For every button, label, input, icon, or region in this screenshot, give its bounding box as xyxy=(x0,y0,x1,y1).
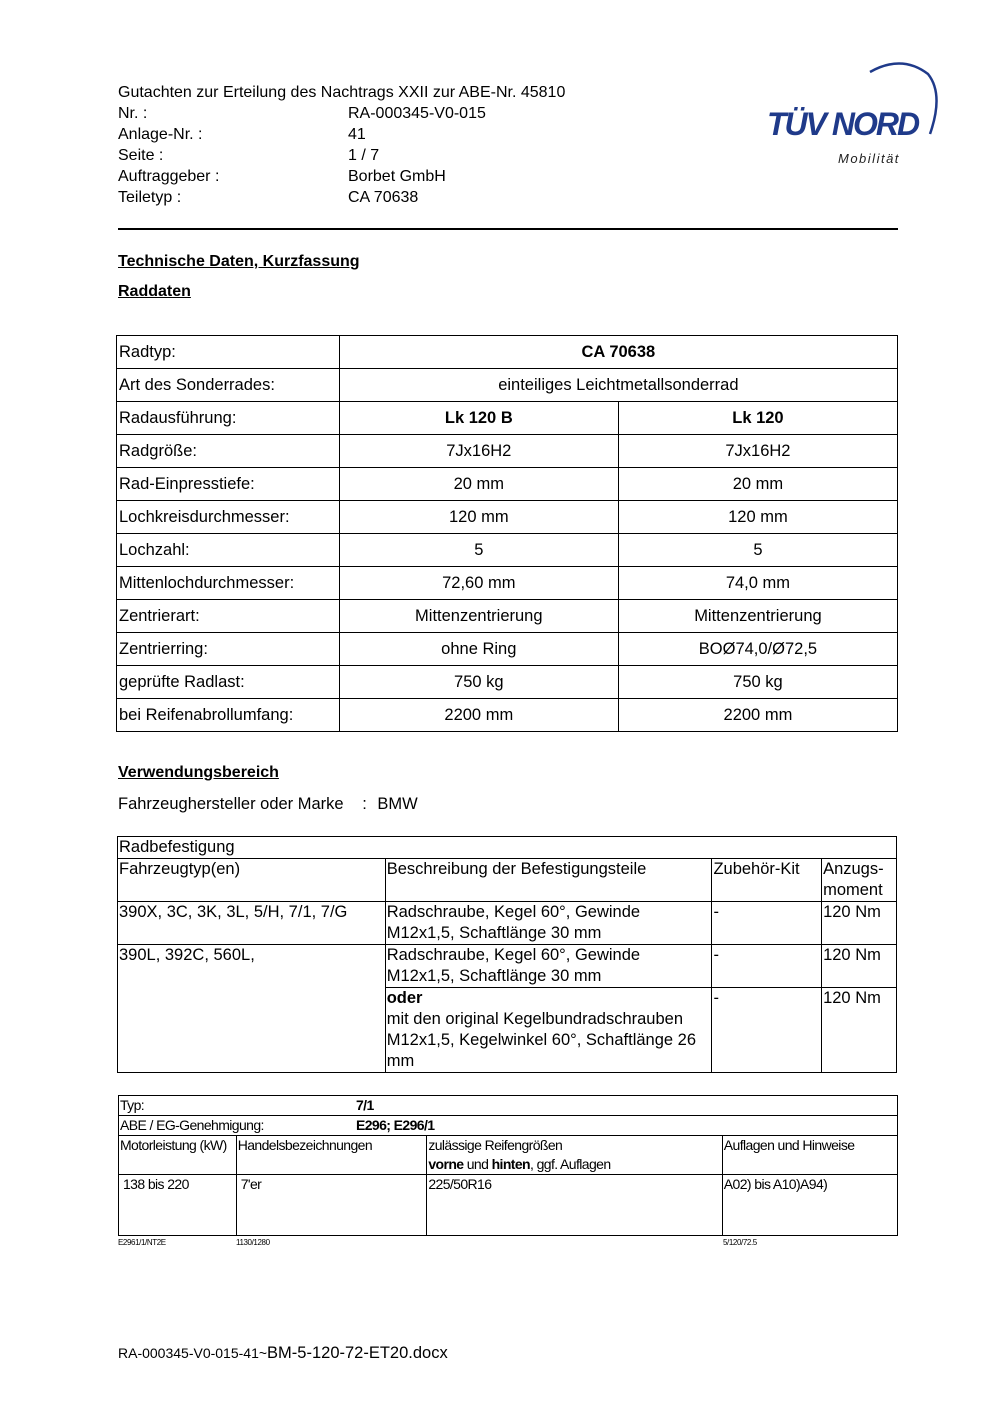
row-label: Lochkreisdurchmesser: xyxy=(117,501,340,534)
kit-cell: - xyxy=(712,988,822,1073)
meta-row-anlage xyxy=(118,124,486,145)
row-label: geprüfte Radlast: xyxy=(117,666,340,699)
meta-value: 1 / 7 xyxy=(348,147,380,164)
table-row xyxy=(118,945,897,988)
section-technical: Technische Daten, Kurzfassung xyxy=(118,253,360,270)
meta-value: 41 xyxy=(348,126,366,143)
header-cell: Zubehör-Kit xyxy=(712,859,822,902)
kit-cell: - xyxy=(712,945,822,988)
manufacturer-sep: : xyxy=(362,795,367,813)
row-label: Lochzahl: xyxy=(117,534,340,567)
footer-prefix: RA-000345-V0-015-41~ xyxy=(118,1345,268,1361)
manufacturer-label: Fahrzeughersteller oder Marke xyxy=(118,795,344,813)
row-label: bei Reifenabrollumfang: xyxy=(117,699,340,732)
row-label: Radtyp: xyxy=(117,336,340,369)
code-1: E2961/1/NT2E xyxy=(118,1238,166,1247)
table-row xyxy=(117,699,898,732)
meta-label: Nr. : xyxy=(118,105,148,122)
ausfuehrung-a: Lk 120 B xyxy=(339,402,618,435)
document-title: Gutachten zur Erteilung des Nachtrags XXII zur ABE-Nr. 45810 xyxy=(118,84,566,101)
code-2: 1130/1280 xyxy=(236,1238,270,1247)
meta-value: Borbet GmbH xyxy=(348,168,446,185)
motor-cell: 138 bis 220 xyxy=(119,1175,237,1236)
code-3: 5/120/72.5 xyxy=(723,1238,757,1247)
cell-b: 7Jx16H2 xyxy=(618,435,897,468)
row-label: Mittenlochdurchmesser: xyxy=(117,567,340,600)
table-row xyxy=(117,435,898,468)
row-label: Art des Sonderrades: xyxy=(117,369,340,402)
cell-b: 120 mm xyxy=(618,501,897,534)
cell-b: 20 mm xyxy=(618,468,897,501)
row-label: Rad-Einpresstiefe: xyxy=(117,468,340,501)
cell-b: 5 xyxy=(618,534,897,567)
table-row xyxy=(119,1116,898,1136)
table-row xyxy=(117,369,898,402)
abe-row xyxy=(119,1116,898,1136)
header-handel: Handelsbezeichnungen xyxy=(236,1136,427,1175)
auflagen-cell: A02) bis A10)A94) xyxy=(722,1175,897,1236)
und-label: und xyxy=(463,1156,492,1172)
reifen-rest: , ggf. Auflagen xyxy=(530,1156,611,1172)
header-cell: Anzugs-moment xyxy=(822,859,897,902)
header-cell: Fahrzeugtyp(en) xyxy=(118,859,386,902)
cell-a: 120 mm xyxy=(339,501,618,534)
row-label: Zentrierart: xyxy=(117,600,340,633)
table-row xyxy=(117,336,898,369)
vorne-label: vorne xyxy=(428,1156,464,1172)
art-value: einteiliges Leichtmetallsonderrad xyxy=(339,369,897,402)
logo-subtitle: Mobilität xyxy=(838,151,900,166)
meta-value: RA-000345-V0-015 xyxy=(348,105,486,122)
beschreibung-cell: Radschraube, Kegel 60°, Gewinde M12x1,5, Schaftlänge 30 mm xyxy=(385,902,712,945)
cell-a: 7Jx16H2 xyxy=(339,435,618,468)
table-row xyxy=(117,402,898,435)
table-row xyxy=(119,1175,898,1236)
meta-label: Anlage-Nr. : xyxy=(118,126,203,143)
cell-a: 72,60 mm xyxy=(339,567,618,600)
row-label: Radausführung: xyxy=(117,402,340,435)
table-row xyxy=(119,1096,898,1116)
cell-a: 20 mm xyxy=(339,468,618,501)
handel-cell: 7'er xyxy=(236,1175,427,1236)
cell-a: Mittenzentrierung xyxy=(339,600,618,633)
abe-value: E296; E296/1 xyxy=(356,1117,435,1133)
meta-row-nr xyxy=(118,103,486,124)
row-label: Zentrierring: xyxy=(117,633,340,666)
row-label: Radgröße: xyxy=(117,435,340,468)
header-meta xyxy=(118,103,486,208)
cell-b: 2200 mm xyxy=(618,699,897,732)
moment-cell: 120 Nm xyxy=(822,902,897,945)
table-header-row xyxy=(118,859,897,902)
typ-row xyxy=(119,1096,898,1116)
alt-description: mit den original Kegelbundradschrauben M12x1,5, Kegelwinkel 60°, Schaftlänge 26 mm xyxy=(386,1010,697,1070)
header-cell: Beschreibung der Befestigungsteile xyxy=(385,859,712,902)
moment-cell: 120 Nm xyxy=(822,988,897,1073)
reifen-cell: 225/50R16 xyxy=(427,1175,722,1236)
meta-label: Auftraggeber : xyxy=(118,168,220,185)
cell-b: 750 kg xyxy=(618,666,897,699)
header-motor: Motorleistung (kW) xyxy=(119,1136,237,1175)
typ-value: 7/1 xyxy=(356,1097,374,1113)
reifen-title: zulässige Reifengrößen xyxy=(428,1137,563,1153)
cell-a: 750 kg xyxy=(339,666,618,699)
kit-cell: - xyxy=(712,902,822,945)
section-raddaten: Raddaten xyxy=(118,283,191,300)
header-divider xyxy=(118,228,898,230)
typ-label: Typ: xyxy=(120,1097,145,1113)
moment-cell: 120 Nm xyxy=(822,945,897,988)
manufacturer-value: BMW xyxy=(377,795,418,813)
header-reifen xyxy=(427,1136,722,1175)
table-row xyxy=(117,666,898,699)
manufacturer-line xyxy=(118,795,418,814)
cell-a: 5 xyxy=(339,534,618,567)
table-row xyxy=(117,600,898,633)
cell-a: 2200 mm xyxy=(339,699,618,732)
fahrzeugtyp-cell: 390L, 392C, 560L, xyxy=(118,945,386,1073)
befestigung-table xyxy=(117,836,897,1073)
header-auflagen: Auflagen und Hinweise xyxy=(722,1136,897,1175)
meta-label: Seite : xyxy=(118,147,164,164)
table-row xyxy=(117,534,898,567)
cell-b: BOØ74,0/Ø72,5 xyxy=(618,633,897,666)
section-verwendung: Verwendungsbereich xyxy=(118,764,279,781)
table-row xyxy=(118,902,897,945)
reifen-sub xyxy=(428,1155,720,1174)
raddaten-table xyxy=(116,335,898,732)
radtyp-value: CA 70638 xyxy=(339,336,897,369)
table-row xyxy=(118,837,897,859)
meta-row-seite xyxy=(118,145,486,166)
oder-label: oder xyxy=(386,989,423,1007)
ausfuehrung-b: Lk 120 xyxy=(618,402,897,435)
fahrzeugtyp-cell: 390X, 3C, 3K, 3L, 5/H, 7/1, 7/G xyxy=(118,902,386,945)
befestigung-title: Radbefestigung xyxy=(118,837,897,859)
beschreibung-cell xyxy=(385,988,712,1073)
table-row xyxy=(117,567,898,600)
typ-table xyxy=(118,1095,898,1236)
footer-filename xyxy=(118,1344,448,1363)
cell-b: Mittenzentrierung xyxy=(618,600,897,633)
footer-file: BM-5-120-72-ET20.docx xyxy=(267,1344,448,1362)
beschreibung-cell: Radschraube, Kegel 60°, Gewinde M12x1,5, Schaftlänge 30 mm xyxy=(385,945,712,988)
meta-row-teiletyp xyxy=(118,187,486,208)
cell-b: 74,0 mm xyxy=(618,567,897,600)
table-row xyxy=(117,501,898,534)
cell-a: ohne Ring xyxy=(339,633,618,666)
meta-value: CA 70638 xyxy=(348,189,419,206)
hinten-label: hinten xyxy=(491,1156,530,1172)
meta-label: Teiletyp : xyxy=(118,189,182,206)
logo-brand: TÜV NORD xyxy=(767,106,919,142)
abe-label: ABE / EG-Genehmigung: xyxy=(120,1117,264,1133)
table-header-row xyxy=(119,1136,898,1175)
table-row xyxy=(117,468,898,501)
meta-row-auftraggeber xyxy=(118,166,486,187)
table-row xyxy=(117,633,898,666)
